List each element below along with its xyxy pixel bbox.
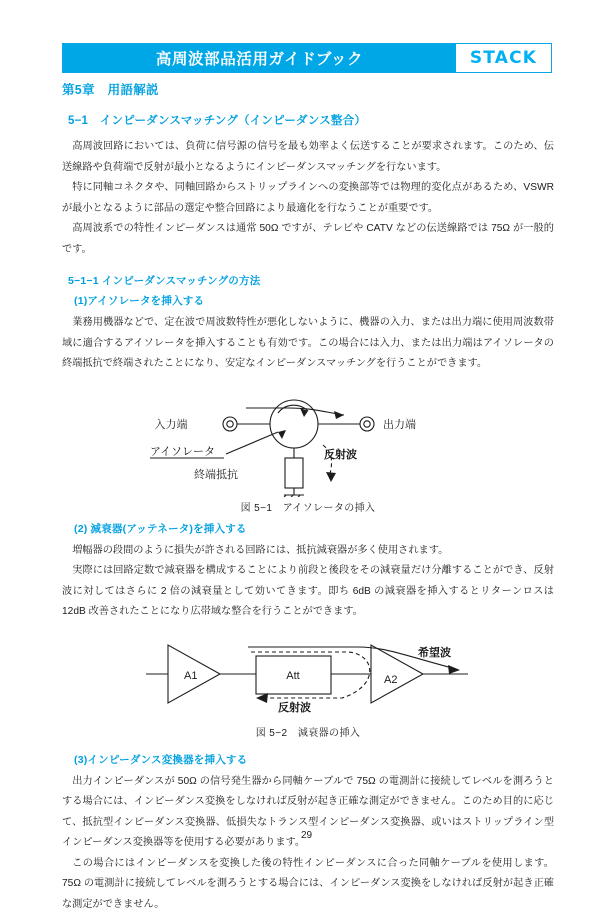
document-content bbox=[62, 80, 554, 915]
spacer bbox=[62, 514, 554, 521]
page-title: 高周波部品活用ガイドブック bbox=[156, 47, 363, 69]
stack-logo: STACK bbox=[470, 48, 537, 68]
item3-heading: (3)インピーダンス変換器を挿入する bbox=[74, 752, 554, 767]
figure-isolator-reflected-label: 反射波 bbox=[324, 447, 357, 461]
chapter-heading: 第5章 用語解説 bbox=[62, 80, 554, 98]
figure-isolator-drawing bbox=[138, 382, 478, 497]
page-number: 29 bbox=[0, 830, 613, 841]
reflected-wave-path bbox=[251, 652, 370, 698]
isolator-leader-arrowhead bbox=[278, 430, 286, 439]
figure-attenuator-drawing bbox=[128, 630, 488, 722]
item2-paragraph-1: 増幅器の段間のように損失が許される回路には、抵抗減衰器が多く使用されます。 bbox=[62, 541, 554, 562]
figure-attenuator-caption: 図 5−2 減衰器の挿入 bbox=[62, 724, 554, 739]
reflected-arrowhead bbox=[326, 472, 336, 482]
header-logo-bar bbox=[456, 44, 551, 72]
figure-isolator-input-label: 入力端 bbox=[155, 417, 188, 431]
forward-arrowhead bbox=[334, 411, 344, 419]
figure-attenuator-att-label: Att bbox=[286, 670, 299, 682]
page-header bbox=[62, 43, 552, 73]
figure-attenuator-amp2-label: A2 bbox=[384, 674, 397, 686]
section-paragraph-3: 高周波系での特性インピーダンスは通常 50Ω ですが、テレビや CATV などの伝送線路では 75Ω が一般的です。 bbox=[62, 219, 554, 260]
section-heading: 5−1 インピーダンスマッチング（インピーダンス整合） bbox=[68, 112, 554, 128]
item2-paragraph-2: 実際には回路定数で減衰器を構成することにより前段と後段をその減衰量だけ分離することができ、反射波に対してはさらに 2 倍の減衰量として効いてきます。即ち 6dB の減衰器を挿入するとリターンロスは 12dB 改善されたことになり広帯域な整合を行うことができます。 bbox=[62, 561, 554, 623]
item1-paragraph: 業務用機器などで、定在波で周波数特性が悪化しないように、機器の入力、または出力端に使用周波数帯域に適合するアイソレータを挿入することも有効です。この場合には入力、または出力端はアイソレータの終端抵抗で終端されたことになり、安定なインピーダンスマッチングを行うことができます。 bbox=[62, 313, 554, 375]
spacer bbox=[62, 260, 554, 273]
spacer bbox=[62, 739, 554, 752]
figure-attenuator bbox=[62, 630, 554, 739]
desired-wave-arrowhead bbox=[448, 665, 460, 674]
spacer bbox=[62, 375, 554, 382]
figure-attenuator-amp1-label: A1 bbox=[184, 670, 197, 682]
item1-heading: (1)アイソレータを挿入する bbox=[74, 293, 554, 308]
figure-isolator bbox=[62, 382, 554, 514]
subsection-heading: 5−1−1 インピーダンスマッチングの方法 bbox=[68, 273, 554, 288]
section-paragraph-1: 高周波回路においては、負荷に信号源の信号を最も効率よく伝送することが要求されます。このため、伝送線路や負荷端で反射が最小となるようにインピーダンスマッチングを行ないます。 bbox=[62, 137, 554, 178]
figure-attenuator-desired-label: 希望波 bbox=[418, 645, 451, 659]
figure-attenuator-reflected-label: 反射波 bbox=[278, 700, 311, 714]
figure-isolator-isolator-label: アイソレータ bbox=[150, 445, 215, 458]
figure-isolator-output-label: 出力端 bbox=[383, 417, 416, 431]
figure-isolator-termination-label: 終端抵抗 bbox=[194, 467, 238, 481]
header-title-bar bbox=[63, 44, 456, 72]
item3-paragraph-2: この場合にはインピーダンスを変換した後の特性インピーダンスに合った同軸ケーブルを使用します。75Ω の電測計に接続してレベルを測ろうとする場合には、インピーダンス変換をしなければ反射が起き正確な測定ができません。 bbox=[62, 854, 554, 915]
figure-isolator-caption: 図 5−1 アイソレータの挿入 bbox=[62, 499, 554, 514]
item2-heading: (2) 減衰器(アッテネータ)を挿入する bbox=[74, 521, 554, 536]
spacer bbox=[62, 623, 554, 630]
section-paragraph-2: 特に同軸コネクタや、同軸回路からストリップラインへの変換部等では物理的変化点があるため、VSWR が最小となるように部品の選定や整合回路により最適化を行なうことが重要です。 bbox=[62, 178, 554, 219]
item3-paragraph-1: 出力インピーダンスが 50Ω の信号発生器から同軸ケーブルで 75Ω の電測計に接続してレベルを測ろうとする場合には、インピーダンス変換をしなければ反射が起き正確な測定ができません。このため目的に応じて、抵抗型インピーダンス変換器、低損失なトランス型インピーダンス変換器、或いはストリップライン型インピーダンス変換器等を使用する必要があります。 bbox=[62, 772, 554, 854]
